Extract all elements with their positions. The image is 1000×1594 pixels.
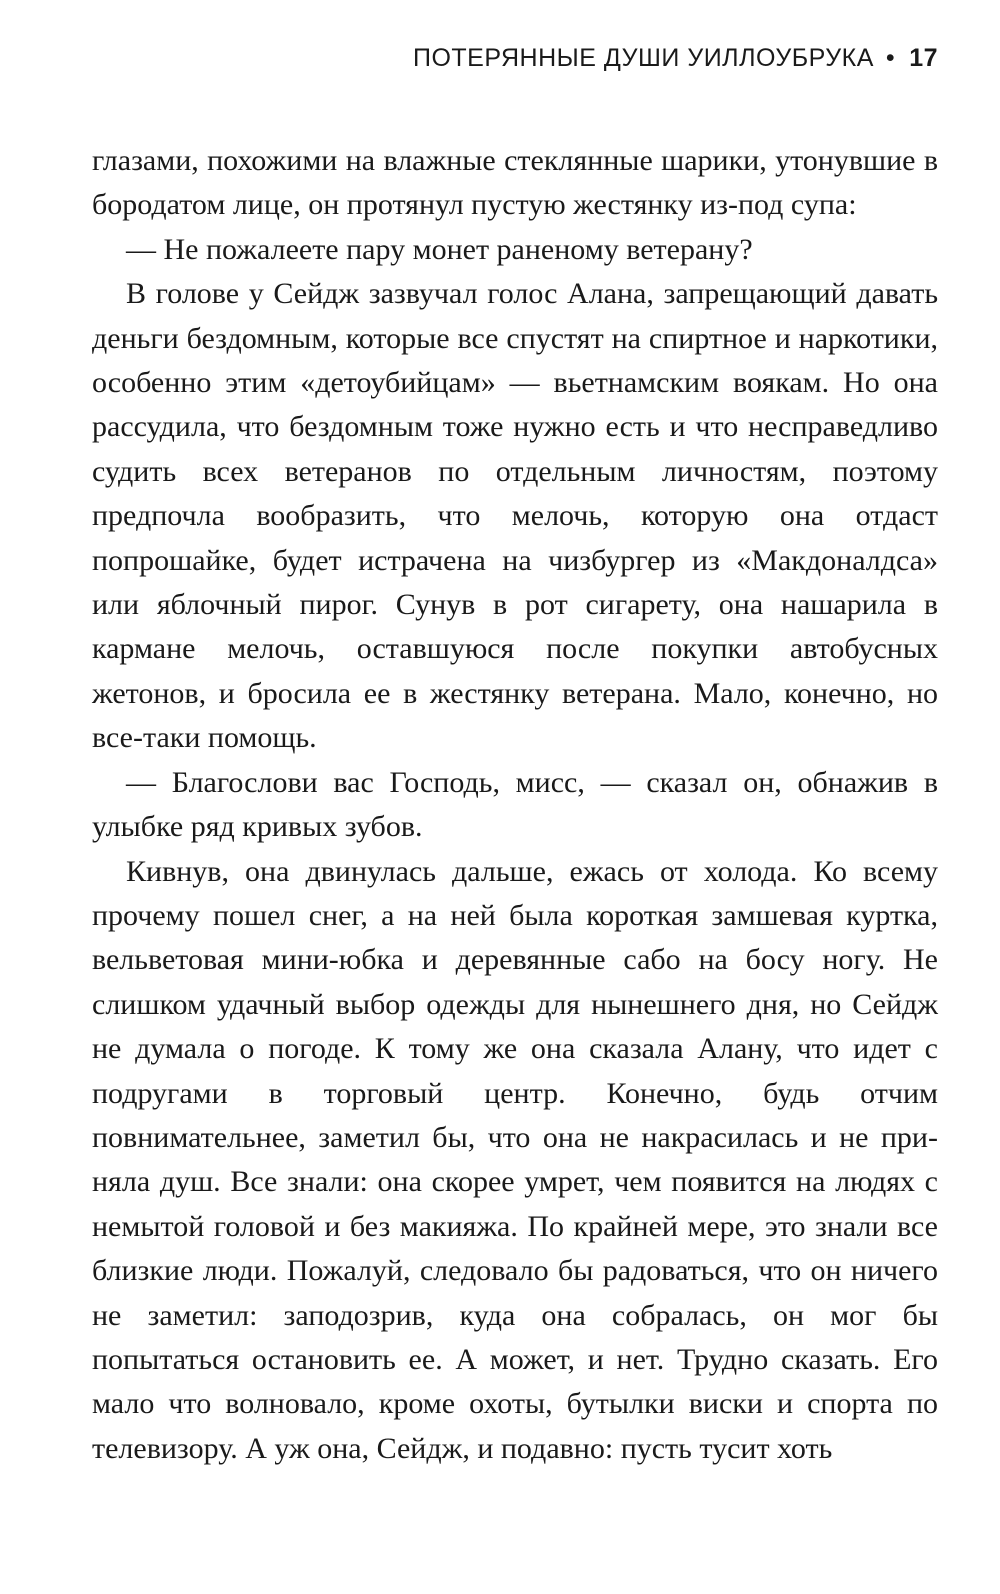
paragraph-dialogue-veteran: — Не пожалеете пару монет раненому ветерану?	[126, 232, 753, 266]
paragraph-snow: Кивнув, она двинулась дальше, ежась от холода. Ко всему прочему пошел снег, а на ней была короткая замшевая куртка, вельветовая мини-юбка и деревянные сабо на босу ногу. Не слишком удачный выбор одежды для нынешнего дня, но Сейдж не думала о погоде. К тому же она сказала Алану, что идет с подругами в торговый центр. Конечно, будь отчим повнимательнее, заметил бы, что она не накрасилась и не приняла душ. Все знали: она скорее умрет, чем появится на людях с немытой головой и без макияжа. По крайней мере, это знали все близкие люди. Пожалуй, следовало бы радоваться, что он ничего не заметил: заподозрив, куда она собралась, он мог бы попытаться остановить ее. А может, и нет. Трудно сказать. Его мало что волновало, кроме охоты, бутылки виски и спорта по телевизору. А уж она, Сейдж, и подавно: пусть тусит хоть	[92, 854, 938, 1465]
running-title: ПОТЕРЯННЫЕ ДУШИ УИЛЛОУБРУКА	[413, 44, 874, 72]
header-separator: •	[885, 44, 896, 72]
running-header	[413, 44, 938, 73]
page-number: 17	[909, 44, 938, 72]
paragraph-alan-voice: В голове у Сейдж зазвучал голос Алана, запрещающий давать деньги бездомным, которые все спустят на спиртное и наркотики, особенно этим «детоубийцам» — вьетнамским воякам. Но она рассудила, что бездомным тоже нужно есть и что несправедливо судить всех ветеранов по отдельным личностям, поэтому предпочла вообразить, что мелочь, которую она отдаст попрошайке, будет истрачена на чизбургер из «Макдоналдса» или яблочный пирог. Сунув в рот сигарету, она нашарила в кармане мелочь, оставшуюся после покупки автобусных жетонов, и бросила ее в жестянку ветерана. Мало, конечно, но все-таки помощь.	[92, 277, 938, 755]
paragraph-continued: глазами, похожими на влажные стеклянные шарики, утонувшие в бородатом лице, он протянул пустую жестянку из-под супа:	[92, 144, 938, 222]
paragraph-dialogue-blessing: — Благослови вас Господь, мисс, — сказал он, обнажив в улыбке ряд кривых зубов.	[92, 765, 938, 844]
body-text	[92, 139, 938, 1471]
